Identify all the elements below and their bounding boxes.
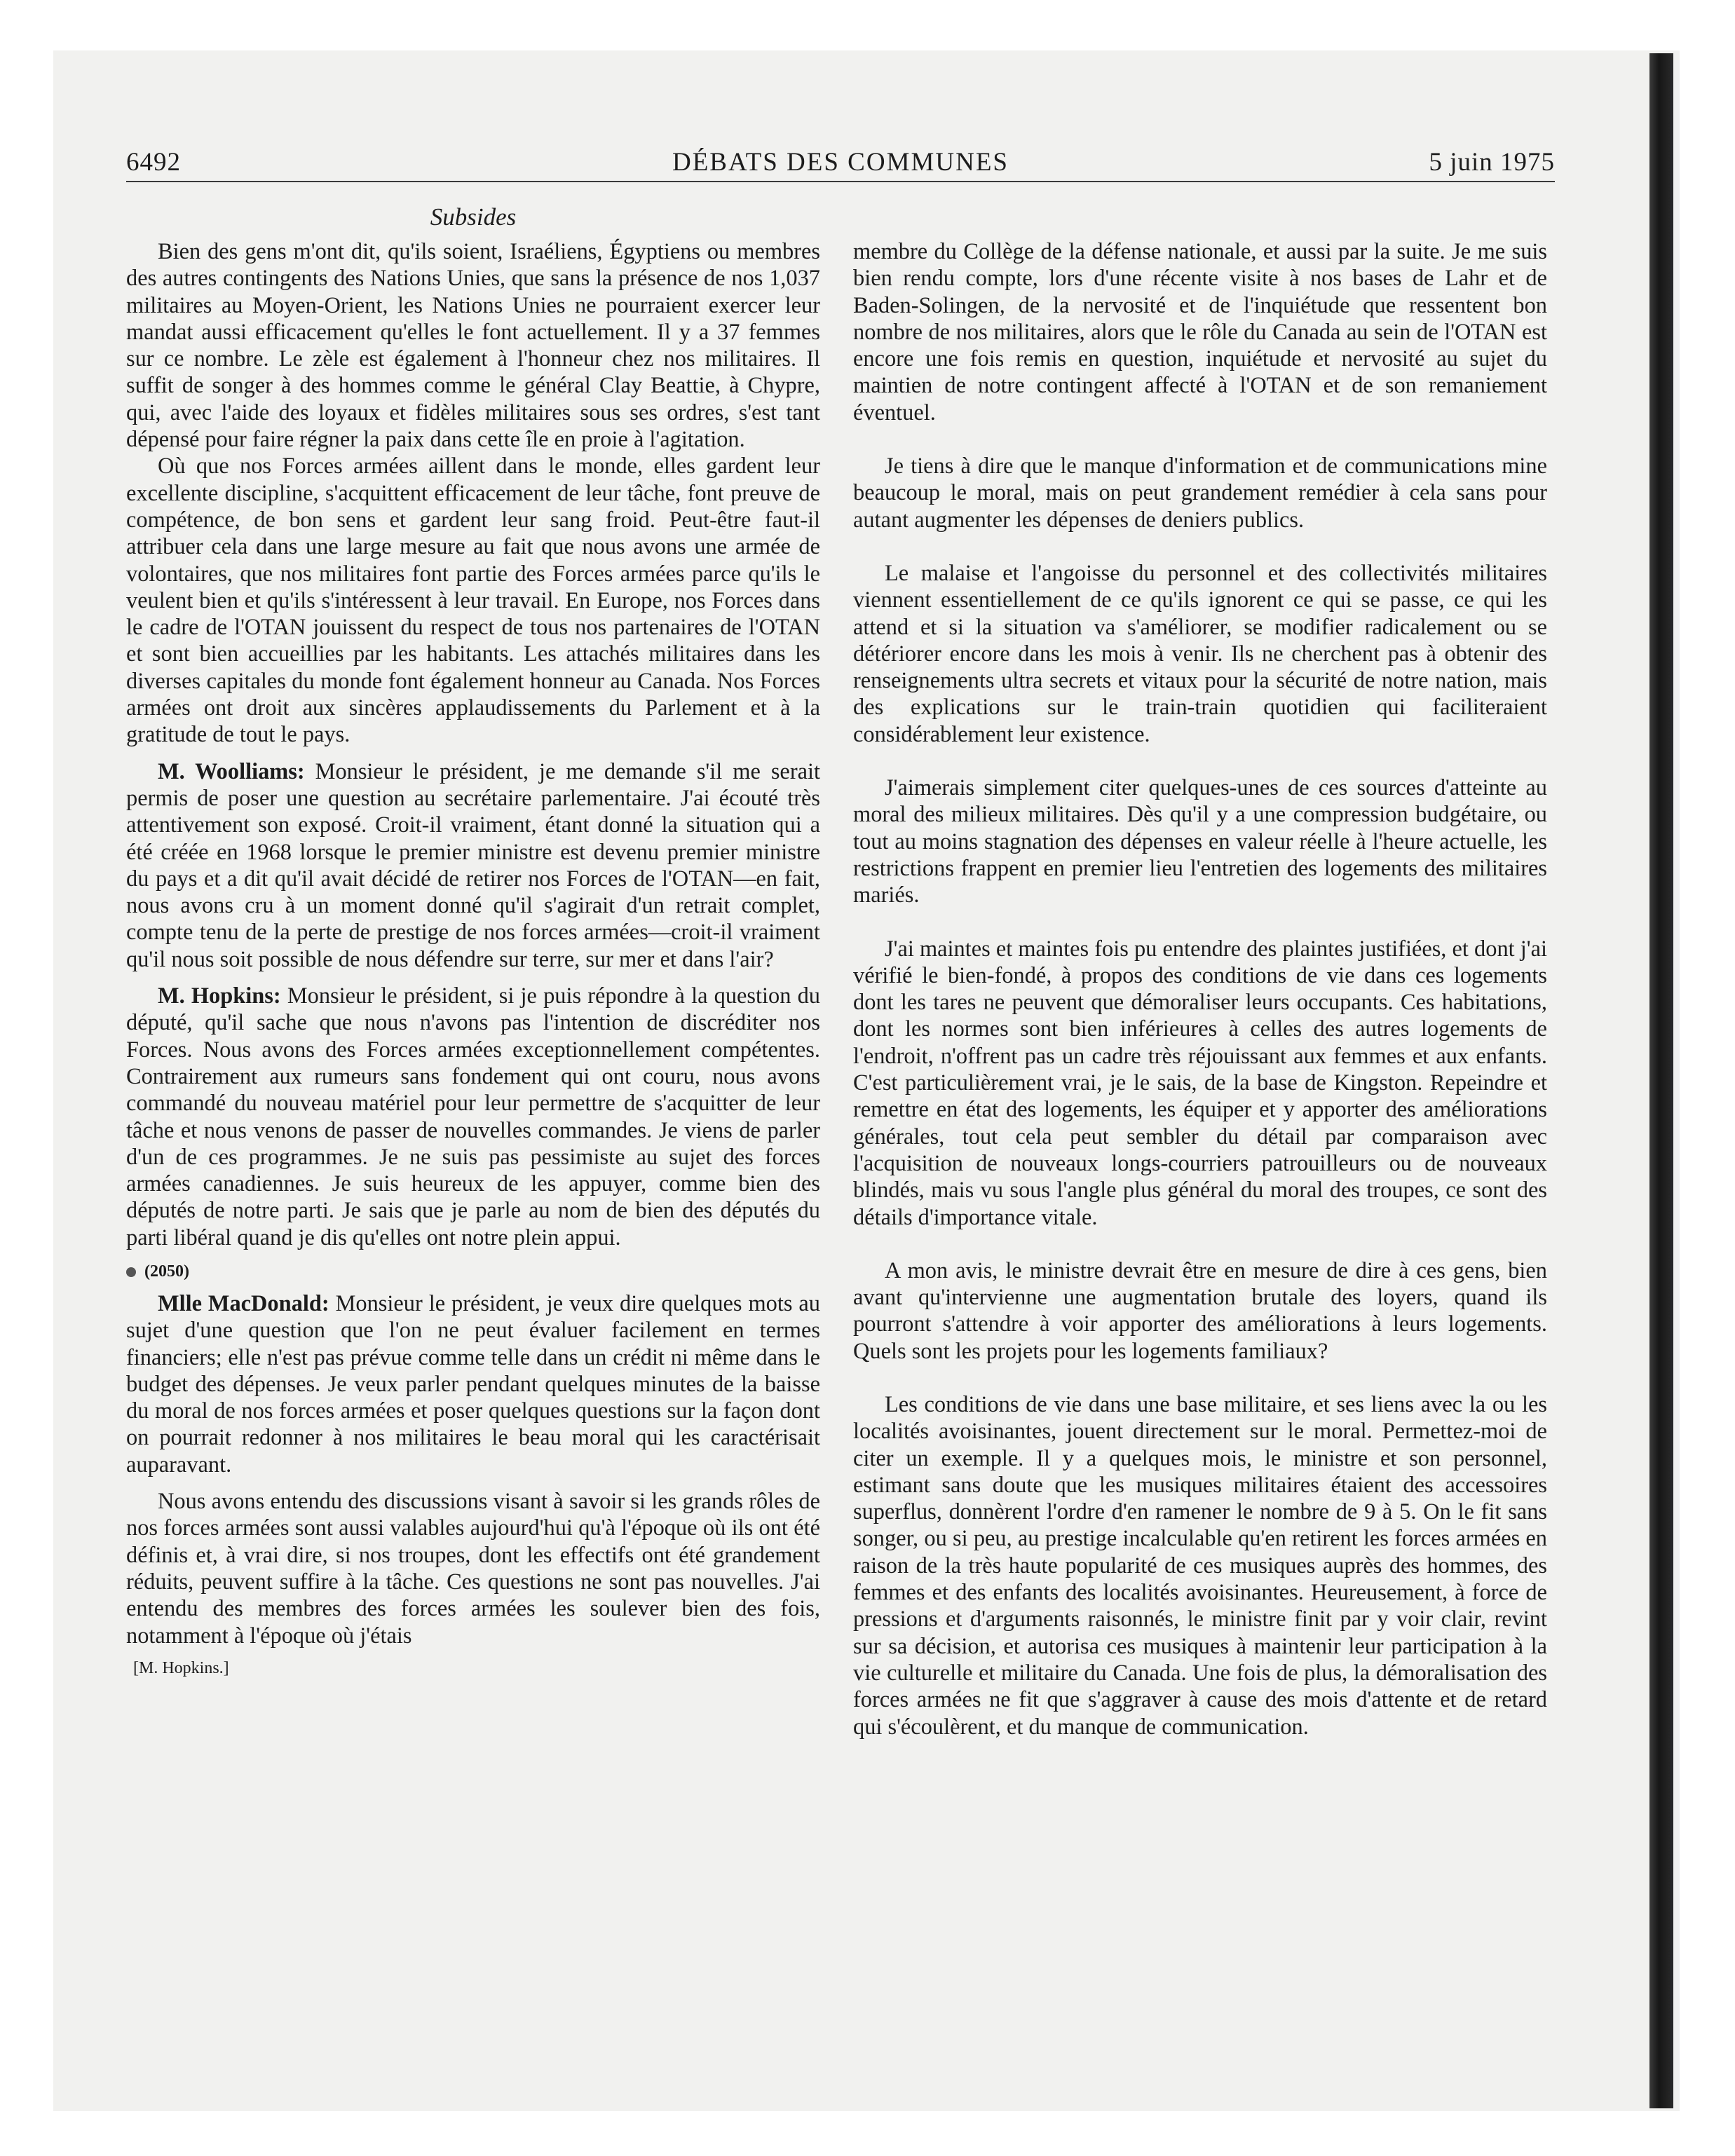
paragraph: Où que nos Forces armées aillent dans le monde, elles gardent leur excellente discipline, s'acquittent efficacement de leur tâche, font preuve de compétence, de bon sens et gardent leur sang froid. Peut-être faut-il attribuer cela dans une large mesure au fait que nous avons une armée de volontaires, que nos militaires font partie des Forces armées parce qu'ils le veulent bien et qu'ils s'intéressent à leur travail. En Europe, nos Forces dans le cadre de l'OTAN jouissent du respect de tous nos partenaires de l'OTAN et sont bien accueillies par les habitants. Les attachés militaires dans les diverses capitales du monde font également honneur au Canada. Nos Forces armées ont droit aux sincères applaudissements du Parlement et à la gratitude de tout le pays. bbox=[126, 453, 820, 748]
page-header bbox=[126, 143, 1555, 182]
left-column bbox=[126, 238, 820, 1679]
section-title: Subsides bbox=[430, 203, 517, 231]
time-marker bbox=[126, 1261, 820, 1282]
bullet-icon bbox=[126, 1267, 136, 1277]
binding-edge bbox=[1649, 53, 1673, 2108]
speech-hopkins bbox=[126, 983, 820, 1251]
speaker-name: M. Hopkins: bbox=[158, 983, 281, 1009]
paragraph: Le malaise et l'angoisse du personnel et des collectivités militaires viennent essentiellement de ce qu'ils ignorent ce qui se passe, ce qui les attend et si la situation va s'améliorer, se modifier radicalement ou se détériorer encore dans les mois à venir. Ils ne cherchent pas à obtenir des renseignements ultra secrets et vitaux pour la sécurité de notre nation, mais des explications sur le train-train quotidien qui faciliteraient considérablement leur existence. bbox=[853, 560, 1547, 747]
header-rule bbox=[126, 181, 1555, 182]
speech-woolliams bbox=[126, 758, 820, 973]
speaker-attribution: [M. Hopkins.] bbox=[133, 1658, 229, 1677]
paragraph: Les conditions de vie dans une base militaire, et ses liens avec la ou les localités avoisinantes, jouent directement sur le moral. Permettez-moi de citer un exemple. Il y a quelques mois, le ministre et son personnel, estimant sans doute que les musiques militaires étaient des accessoires superflus, donnèrent l'ordre d'en ramener le nombre de 9 à 5. On le fit sans songer, ou si peu, au prestige incalculable qu'en retirent les forces armées en raison de la très haute popularité de ces musiques auprès des hommes, des femmes et des enfants des localités avoisinantes. Heureusement, à force de pressions et d'arguments raisonnés, le ministre finit par y voir clair, revint sur sa décision, et autorisa ces musiques à maintenir leur participation à la vie culturelle et militaire du Canada. Une fois de plus, la démoralisation des forces armées ne fit que s'aggraver à cause des mois d'attente et de retard qui s'écoulèrent, et du manque de communication. bbox=[853, 1391, 1547, 1740]
paragraph: J'ai maintes et maintes fois pu entendre des plaintes justifiées, et dont j'ai vérifié le bien-fondé, à propos des conditions de vie dans ces logements dont les tares ne peuvent que démoraliser leurs occupants. Ces habitations, dont les normes sont bien inférieures à celles des autres logements de l'endroit, n'offrent pas un cadre très réjouissant aux femmes et aux enfants. C'est particulièrement vrai, je le sais, de la base de Kingston. Repeindre et remettre en état des logements, les équiper et y apporter des améliorations générales, tout cela peut sembler du détail par comparaison avec l'acquisition de nouveaux longs-courriers patrouilleurs ou de nouveaux blindés, mais vu sous l'angle plus général du moral des troupes, ce sont des détails d'importance vitale. bbox=[853, 936, 1547, 1230]
speaker-name: Mlle MacDonald: bbox=[158, 1290, 329, 1316]
publication-title: DÉBATS DES COMMUNES bbox=[672, 148, 1009, 177]
paragraph: J'aimerais simplement citer quelques-unes de ces sources d'atteinte au moral des milieux militaires. Dès qu'il y a une compression budgétaire, ou tout au moins stagnation des dépenses en valeur réelle à l'heure actuelle, les restrictions frappent en premier lieu l'entretien des logements des militaires mariés. bbox=[853, 775, 1547, 908]
page-date: 5 juin 1975 bbox=[1429, 148, 1555, 177]
paragraph: Je tiens à dire que le manque d'information et de communications mine beaucoup le moral, mais on peut grandement remédier à cela sans pour autant augmenter les dépenses de deniers publics. bbox=[853, 453, 1547, 533]
speech-text: Monsieur le président, si je puis répondre à la question du député, qu'il sache que nous n'avons pas l'intention de discréditer nos Forces. Nous avons des Forces armées exceptionnellement compétentes. Contrairement aux rumeurs sans fondement qui ont couru, nous avons commandé du nouveau matériel pour leur permettre de s'acquitter de leur tâche et nous venons de passer de nouvelles commandes. Je viens de parler d'un de ces programmes. Je ne suis pas pessimiste au sujet des forces armées canadiennes. Je suis heureux de les appuyer, comme bien des députés de notre parti. Je sais que je parle au nom de bien des députés du parti libéral quand je dis qu'elles ont notre plein appui. bbox=[126, 983, 820, 1250]
paragraph: Nous avons entendu des discussions visant à savoir si les grands rôles de nos forces armées sont aussi valables aujourd'hui qu'à l'époque où ils ont été définis et, à vrai dire, si nos troupes, dont les effectifs ont été grandement réduits, peuvent suffire à la tâche. Ces questions ne sont pas nouvelles. J'ai entendu des membres des forces armées les soulever bien des fois, notamment à l'époque où j'étais bbox=[126, 1489, 820, 1649]
page-number: 6492 bbox=[126, 148, 181, 177]
speech-macdonald bbox=[126, 1290, 820, 1478]
right-column bbox=[853, 238, 1547, 1740]
speech-text: Monsieur le président, je veux dire quelques mots au sujet d'une question que l'on ne peut évaluer facilement en termes financiers; elle n'est pas prévue comme telle dans un crédit ni même dans le budget des dépenses. Je veux parler pendant quelques minutes de la baisse du moral de nos forces armées et poser quelques questions sur la façon dont on pourrait redonner à nos militaires le beau moral qui les caractérisait auparavant. bbox=[126, 1290, 820, 1478]
speech-text: Monsieur le président, je me demande s'il me serait permis de poser une question au secrétaire parlementaire. J'ai écouté très attentivement son exposé. Croit-il vraiment, étant donné la situation qui a été créée en 1968 lorsque le premier ministre est devenu premier ministre du pays et a dit qu'il avait décidé de retirer nos Forces de l'OTAN—en fait, nous avons cru à un moment donné qu'il s'agirait d'un retrait complet, compte tenu de la perte de prestige de nos forces armées—croit-il vraiment qu'il nous soit possible de nous défendre sur terre, sur mer et dans l'air? bbox=[126, 758, 820, 972]
time-marker-text: (2050) bbox=[144, 1262, 189, 1281]
speaker-name: M. Woolliams: bbox=[158, 758, 305, 784]
paragraph: membre du Collège de la défense nationale, et aussi par la suite. Je me suis bien rendu compte, lors d'une récente visite à nos bases de Lahr et de Baden-Solingen, de la nervosité et de l'inquiétude que ressentent bon nombre de nos militaires, alors que le rôle du Canada au sein de l'OTAN est encore une fois remis en question, inquiétude et nervosité au sujet du maintien de notre contingent affecté à l'OTAN et de son remaniement éventuel. bbox=[853, 239, 1547, 425]
paragraph: A mon avis, le ministre devrait être en mesure de dire à ces gens, bien avant qu'intervienne une augmentation brutale des loyers, quand ils pourront s'attendre à voir apporter des améliorations à leurs logements. Quels sont les projets pour les logements familiaux? bbox=[853, 1257, 1547, 1364]
paragraph: Bien des gens m'ont dit, qu'ils soient, Israéliens, Égyptiens ou membres des autres contingents des Nations Unies, que sans la présence de nos 1,037 militaires au Moyen-Orient, les Nations Unies ne pourraient exercer leur mandat aussi efficacement qu'elles le font actuellement. Il y a 37 femmes sur ce nombre. Le zèle est également à l'honneur chez nos militaires. Il suffit de songer à des hommes comme le général Clay Beattie, à Chypre, qui, avec l'aide des loyaux et fidèles militaires sous ses ordres, s'est tant dépensé pour faire régner la paix dans cette île en proie à l'agitation. bbox=[126, 239, 820, 453]
